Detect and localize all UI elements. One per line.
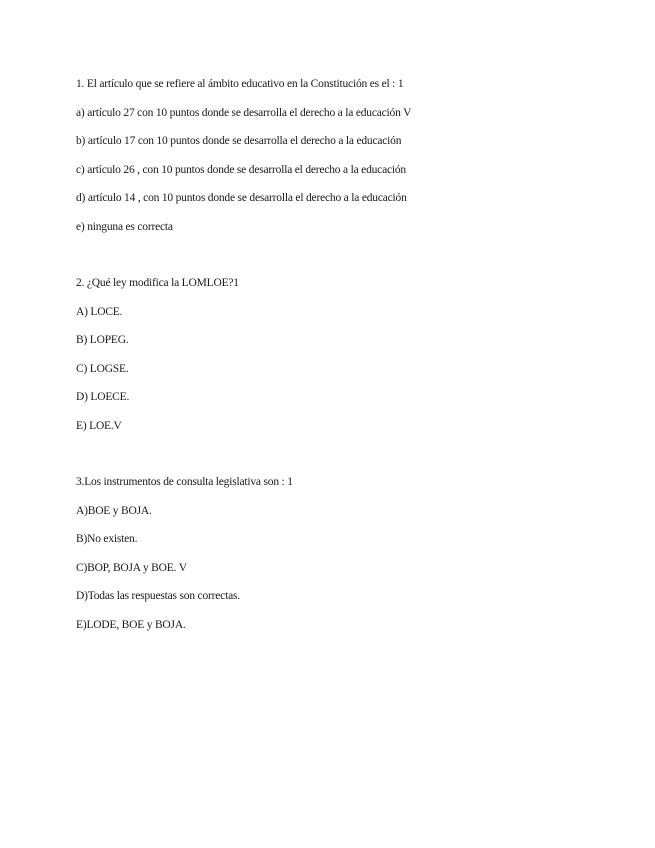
- question-1-option-b: b) artículo 17 con 10 puntos donde se desarrolla el derecho a la educación: [76, 135, 402, 147]
- question-1-prompt: 1. El artículo que se refiere al ámbito educativo en la Constitución es el : 1: [76, 78, 404, 90]
- question-1-option-c: c) artículo 26 , con 10 puntos donde se desarrolla el derecho a la educación: [76, 164, 406, 176]
- question-2-option-a: A) LOCE.: [76, 306, 123, 318]
- question-2-option-e: E) LOE.V: [76, 420, 122, 432]
- question-1-option-a: a) artículo 27 con 10 puntos donde se desarrolla el derecho a la educación V: [76, 107, 412, 119]
- question-3-option-b: B)No existen.: [76, 533, 138, 545]
- question-3-option-d: D)Todas las respuestas son correctas.: [76, 590, 240, 602]
- question-2-option-c: C) LOGSE.: [76, 363, 129, 375]
- question-3-prompt: 3.Los instrumentos de consulta legislativa son : 1: [76, 476, 293, 488]
- question-1-option-e: e) ninguna es correcta: [76, 221, 173, 233]
- question-3-option-c: C)BOP, BOJA y BOE. V: [76, 562, 187, 574]
- question-3-option-e: E)LODE, BOE y BOJA.: [76, 619, 186, 631]
- question-2-prompt: 2. ¿Qué ley modifica la LOMLOE?1: [76, 277, 239, 289]
- question-2-option-d: D) LOECE.: [76, 391, 130, 403]
- question-2-option-b: B) LOPEG.: [76, 334, 129, 346]
- question-1-option-d: d) artículo 14 , con 10 puntos donde se desarrolla el derecho a la educación: [76, 192, 407, 204]
- question-3-option-a: A)BOE y BOJA.: [76, 505, 152, 517]
